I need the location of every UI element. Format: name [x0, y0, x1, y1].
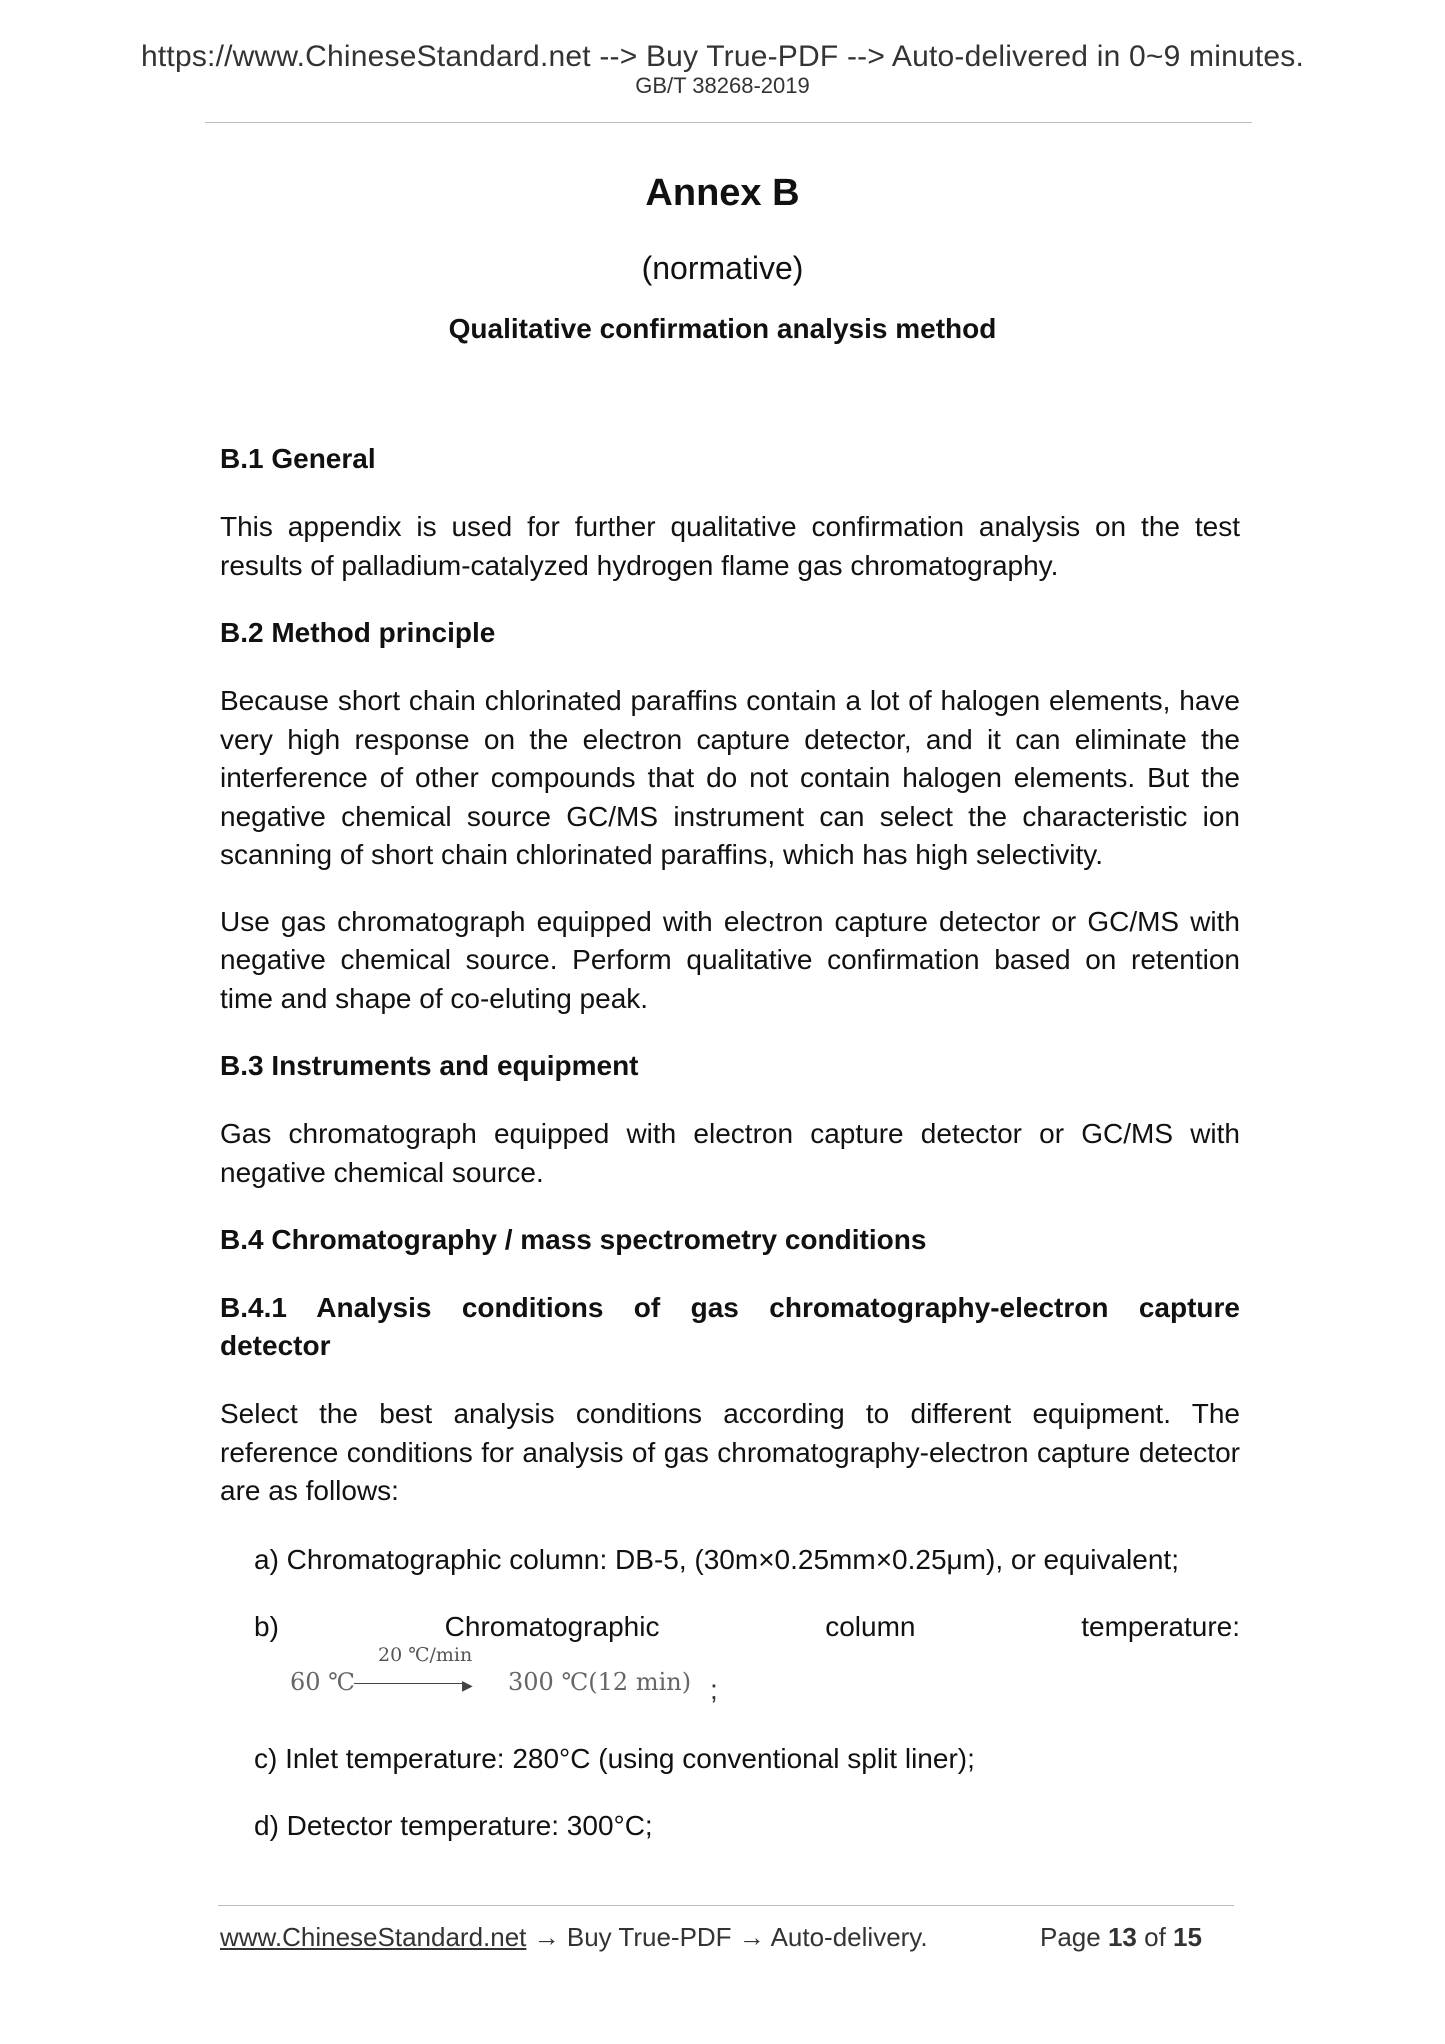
condition-d: d) Detector temperature: 300°C;: [254, 1809, 653, 1841]
section-b3-heading: B.3 Instruments and equipment: [220, 1050, 639, 1081]
condition-b-word-3: column: [825, 1610, 916, 1642]
section-b1-heading: B.1 General: [220, 443, 376, 474]
annex-subtitle: Qualitative confirmation analysis method: [448, 313, 997, 344]
formula-end-temp: 300 ℃(12 min): [508, 1667, 692, 1696]
condition-b-word-2: Chromatographic: [444, 1610, 660, 1642]
section-b41-text: Select the best analysis conditions according to different equipment. The reference conditions for analysis of gas chromatography-electron capture detector are as follows:: [220, 1398, 1240, 1506]
section-b3-text: Gas chromatograph equipped with electron capture detector or GC/MS with negative chemical source.: [220, 1118, 1240, 1188]
temperature-program-formula: [290, 1643, 1240, 1705]
condition-a: a) Chromatographic column: DB-5, (30m×0.25mm×0.25μm), or equivalent;: [254, 1543, 1179, 1575]
page-number: [1040, 1922, 1202, 1953]
annex-type: (normative): [641, 250, 804, 286]
header-divider: [205, 122, 1252, 123]
formula-arrow-line: [354, 1683, 466, 1684]
standard-code: GB/T 38268-2019: [635, 73, 810, 98]
condition-b-word-1: b): [254, 1610, 279, 1642]
section-b2-paragraph-1: Because short chain chlorinated paraffins contain a lot of halogen elements, have very high response on the electron capture detector, and it can eliminate the interference of other compounds that do not contain halogen elements. But the negative chemical source GC/MS instrument can select the characteristic ion scanning of short chain chlorinated paraffins, which has high selectivity.: [220, 685, 1240, 870]
condition-b: [220, 1608, 1240, 1646]
page-of-label: of: [1144, 1922, 1166, 1952]
section-b1-text: This appendix is used for further qualitative confirmation analysis on the test results of palladium-catalyzed hydrogen flame gas chromatography.: [220, 511, 1240, 581]
condition-b-word-4: temperature:: [1081, 1610, 1240, 1642]
section-b4-heading: B.4 Chromatography / mass spectrometry conditions: [220, 1224, 927, 1255]
page-current: 13: [1107, 1922, 1137, 1952]
section-b2-heading: B.2 Method principle: [220, 617, 496, 648]
arrow-right-icon: ▶: [462, 1676, 473, 1693]
section-b41-heading: B.4.1 Analysis conditions of gas chromatography-electron capture detector: [220, 1292, 1240, 1361]
formula-ramp-rate: 20 ℃/min: [378, 1643, 473, 1666]
formula-terminator: ;: [710, 1673, 718, 1705]
condition-c: c) Inlet temperature: 280°C (using conventional split liner);: [254, 1742, 975, 1774]
annex-title: Annex B: [645, 172, 800, 214]
page-total: 15: [1173, 1922, 1202, 1952]
formula-start-temp: 60 ℃: [290, 1667, 356, 1696]
section-b2-paragraph-2: Use gas chromatograph equipped with electron capture detector or GC/MS with negative chemical source. Perform qualitative confirmation based on retention time and shape of co-eluting peak.: [220, 905, 1240, 1014]
footer-divider: [218, 1905, 1234, 1906]
footer-site-link[interactable]: www.ChineseStandard.net: [220, 1922, 527, 1952]
document-body: [220, 440, 1240, 1845]
page-label: Page: [1040, 1922, 1101, 1952]
footer-promo-text: → Buy True-PDF → Auto-delivery.: [526, 1922, 928, 1952]
header-url-line: https://www.ChineseStandard.net --> Buy True-PDF --> Auto-delivered in 0~9 minutes.: [141, 40, 1304, 73]
footer-promo: [220, 1922, 928, 1953]
